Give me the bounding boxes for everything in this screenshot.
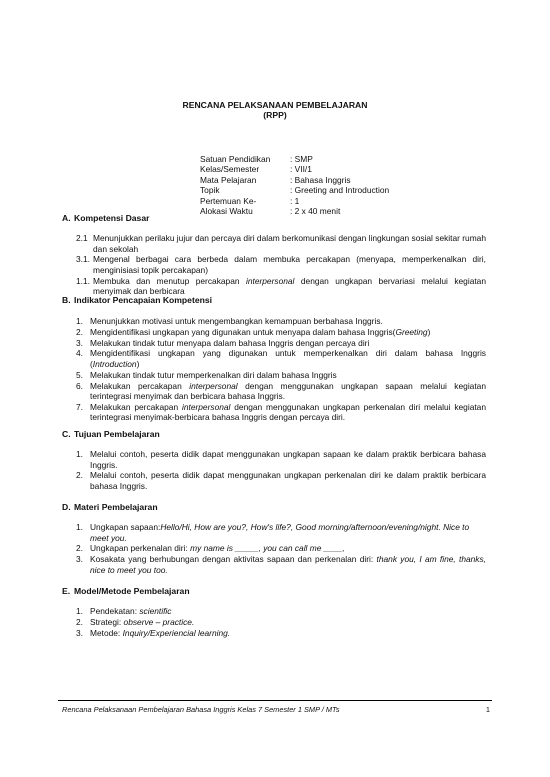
info-key: Kelas/Semester [200, 164, 260, 175]
item-text: Ungkapan perkenalan diri: my name is _____, you can call me ____, [90, 543, 345, 554]
item-number: 3.1. [76, 254, 90, 265]
list-item [76, 276, 486, 297]
item-number: 1. [76, 316, 83, 326]
page-number: 1 [485, 705, 490, 714]
item-text: Mengidentifikasi ungkapan yang digunakan untuk menyapa dalam bahasa Inggris(Greeting) [90, 326, 431, 337]
indikator-list [76, 316, 486, 423]
info-value: : Greeting and Introduction [290, 185, 390, 196]
list-item [76, 381, 486, 402]
item-number: 2. [76, 543, 83, 554]
item-number: 1. [76, 449, 83, 459]
section-letter: C. [62, 429, 71, 439]
item-number: 1.1. [76, 275, 90, 286]
list-item [76, 348, 486, 369]
item-number: 2.1 [76, 233, 88, 243]
info-key: Topik [200, 185, 220, 196]
list-item [76, 606, 486, 617]
item-number: 2. [76, 616, 83, 627]
item-number: 3. [76, 554, 83, 565]
info-value: : 1 [290, 195, 300, 206]
info-key: Alokasi Waktu [200, 205, 253, 216]
list-item [76, 628, 486, 639]
info-row [200, 185, 450, 195]
item-number: 5. [76, 369, 83, 380]
item-text: Melakukan tindak tutur menyapa dalam bahasa Inggris dengan percaya diri [90, 337, 370, 348]
section-title: Materi Pembelajaran [74, 502, 158, 512]
info-table [200, 154, 450, 216]
item-text: Melakukan percakapan interpersonal dengan menggunakan ungkapan sapaan melalui kegiatan terintegrasi menyimak dan berbicara bahasa Inggris. [90, 380, 486, 402]
list-item [76, 554, 486, 575]
list-item [76, 543, 486, 554]
list-item [76, 233, 486, 254]
item-text: Membuka dan menutup percakapan interpersonal dengan ungkapan bervariasi melalui kegiatan menyimak dan berbicara [93, 275, 486, 297]
item-text: Menunjukkan motivasi untuk mengembangkan kemampuan berbahasa Inggris. [90, 316, 383, 326]
list-item [76, 470, 486, 491]
section-letter: B. [62, 295, 71, 305]
item-text: Melakukan tindak tutur memperkenalkan diri dalam bahasa Inggris [90, 369, 337, 380]
document-subtitle: (RPP) [263, 110, 287, 120]
item-number: 3. [76, 627, 83, 638]
list-item [76, 338, 486, 349]
info-key: Satuan Pendidikan [200, 154, 271, 164]
info-value: : VII/1 [290, 164, 312, 175]
section-heading-tujuan [62, 429, 160, 440]
item-text: Melalui contoh, peserta didik dapat menggunakan ungkapan perkenalan diri ke dalam praktik berbicara bahasa Inggris. [90, 470, 486, 491]
item-text: Pendekatan: scientific [90, 606, 172, 616]
section-title: Kompetensi Dasar [74, 213, 150, 223]
info-value: : 2 x 40 menit [290, 205, 341, 216]
footer-text: Rencana Pelaksanaan Pembelajaran Bahasa Inggris Kelas 7 Semester 1 SMP / MTs [62, 705, 340, 714]
footer-divider [58, 700, 492, 701]
info-value: : Bahasa Inggris [290, 174, 351, 185]
list-item [76, 522, 486, 543]
list-item [76, 449, 486, 470]
item-text: Menunjukkan perilaku jujur dan percaya diri dalam berkomunikasi dengan lingkungan sosial sekitar rumah dan sekolah [93, 233, 486, 254]
item-text: Mengenal berbagai cara berbeda dalam membuka percakapan (menyapa, memperkenalkan diri, menginisiasi topik percakapan) [93, 254, 486, 275]
section-title: Model/Metode Pembelajaran [74, 586, 190, 596]
item-text: Melalui contoh, peserta didik dapat menggunakan ungkapan sapaan ke dalam praktik berbicara bahasa Inggris. [90, 449, 486, 470]
item-text: Ungkapan sapaan:Hello/Hi, How are you?, How's life?, Good morning/afternoon/evening/night. Nice to meet you. [90, 522, 470, 543]
kompetensi-dasar-list [76, 233, 486, 297]
item-number: 2. [76, 326, 83, 337]
item-number: 3. [76, 337, 83, 348]
tujuan-list [76, 449, 486, 492]
item-text: Strategi: observe – practice. [90, 616, 195, 627]
item-text: Kosakata yang berhubungan dengan aktivitas sapaan dan perkenalan diri: thank you, I am fine, thanks, nice to meet you too. [90, 554, 486, 575]
materi-list [76, 522, 486, 576]
item-text: Metode: Inquiry/Experiencial learning. [90, 627, 231, 638]
item-number: 6. [76, 380, 83, 391]
list-item [76, 370, 486, 381]
section-heading-indikator [62, 295, 212, 306]
info-row [200, 175, 450, 185]
section-heading-model [62, 586, 190, 597]
page-footer [62, 705, 490, 716]
section-letter: A. [62, 213, 71, 223]
section-letter: E. [62, 586, 71, 596]
info-row [200, 196, 450, 206]
list-item [76, 316, 486, 327]
list-item [76, 402, 486, 423]
document-title: RENCANA PELAKSANAAN PEMBELAJARAN [182, 100, 368, 110]
info-key: Pertemuan Ke- [200, 195, 257, 206]
list-item [76, 327, 486, 338]
item-number: 2. [76, 470, 83, 481]
list-item [76, 617, 486, 628]
info-row [200, 206, 450, 216]
item-text: Mengidentifikasi ungkapan yang digunakan untuk memperkenalkan diri dalam bahasa Inggris (Introduction) [90, 348, 486, 369]
item-number: 1. [76, 522, 83, 532]
section-title: Tujuan Pembelajaran [74, 429, 160, 439]
item-text: Melakukan percakapan interpersonal dengan menggunakan ungkapan perkenalan diri melalui kegiatan terintegrasi menyimak-berbicara bahasa Inggris dengan percaya diri. [90, 401, 486, 423]
item-number: 1. [76, 606, 83, 616]
info-value: : SMP [290, 154, 313, 164]
info-row [200, 154, 450, 164]
section-heading-kompetensi-dasar [62, 213, 149, 224]
section-title: Indikator Pencapaian Kompetensi [74, 295, 213, 305]
model-list [76, 606, 486, 638]
info-row [200, 164, 450, 174]
section-heading-materi [62, 502, 158, 513]
list-item [76, 254, 486, 275]
info-key: Mata Pelajaran [200, 174, 257, 185]
item-number: 7. [76, 401, 83, 412]
section-letter: D. [62, 502, 71, 512]
item-number: 4. [76, 348, 83, 359]
